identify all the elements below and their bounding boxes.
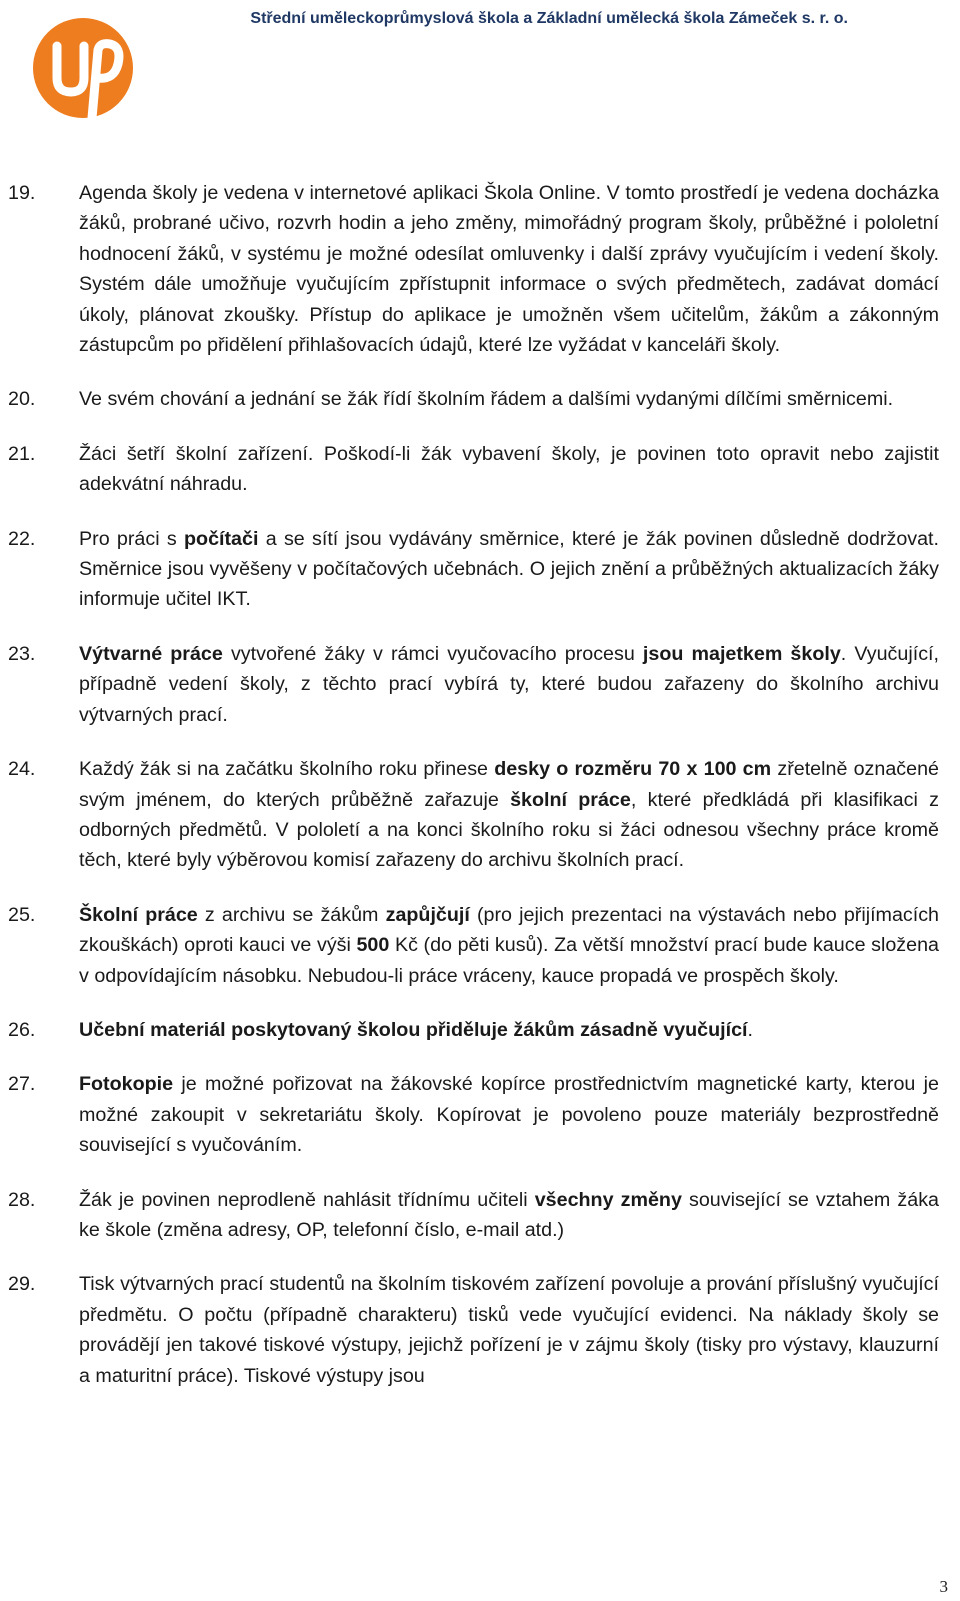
- text-run: Žáci šetří školní zařízení. Poškodí-li žák vybavení školy, je povinen toto opravit nebo zajistit adekvátní náhradu.: [79, 442, 939, 496]
- school-logo: [30, 6, 136, 130]
- bold-text: zapůjčují: [385, 903, 470, 926]
- rule-text: [79, 524, 939, 615]
- text-run: Tisk výtvarných prací studentů na školním tiskovém zařízení povoluje a prování příslušný vyučující předmětu. O počtu (případně charakteru) tisků vede vyučující evidenci. Na náklady školy se provádějí jen takové tiskové výstupy, jejichž pořízení je v zájmu školy (tisky pro výstavy, klauzurní a maturitní práce). Tiskové výstupy jsou: [79, 1273, 939, 1387]
- rule-item: [8, 754, 948, 876]
- rule-item: [8, 439, 948, 500]
- text-run: z archivu se žákům: [197, 903, 386, 926]
- rule-item: [8, 1185, 948, 1246]
- bold-text: všechny změny: [534, 1188, 682, 1211]
- rule-number: 22.: [8, 527, 36, 550]
- rule-item: [8, 178, 948, 360]
- rule-text: [79, 754, 939, 876]
- page-number: 3: [939, 1577, 948, 1596]
- text-run: Každý žák si na začátku školního roku přinese: [79, 758, 495, 781]
- text-run: Agenda školy je vedena v internetové aplikaci Škola Online. V tomto prostředí je vedena docházka žáků, probrané učivo, rozvrh hodin a jeho změny, mimořádný program školy, průběžné i pololetní hodnocení žáků, v systému je možné odesílat omluvenky i další zprávy vyučujícím i vedení školy. Systém dále umožňuje vyučujícím zpřístupnit informace o svých předmětech, zadávat domácí úkoly, plánovat zkoušky. Přístup do aplikace je umožněn všem učitelům, žákům a zákonným zástupcům po přidělení přihlašovacích údajů, které lze vyžádat v kanceláři školy.: [79, 182, 939, 357]
- rule-text: [79, 384, 939, 414]
- page-header: [0, 0, 960, 140]
- rule-number: 23.: [8, 642, 36, 665]
- bold-text: jsou majetkem školy: [642, 642, 841, 665]
- rule-text: [79, 439, 939, 500]
- rule-item: [8, 1015, 948, 1045]
- rule-text: [79, 1015, 939, 1045]
- text-run: zřetelně označené svým jménem, do kterých průběžně zařazuje: [79, 758, 939, 811]
- rule-number: 21.: [8, 442, 36, 465]
- rule-text: [79, 1069, 939, 1160]
- bold-text: Fotokopie: [79, 1073, 174, 1096]
- text-run: Pro práci s: [79, 527, 185, 550]
- rule-number: 29.: [8, 1273, 36, 1296]
- rule-text: [79, 900, 939, 991]
- rule-number: 25.: [8, 903, 36, 926]
- text-run: Žák je povinen neprodleně nahlásit třídnímu učiteli: [79, 1188, 535, 1211]
- rules-list: [8, 178, 948, 1415]
- bold-text: Učební materiál poskytovaný školou přiděluje žákům zásadně vyučující: [79, 1018, 748, 1041]
- rule-number: 20.: [8, 388, 36, 411]
- bold-text: Výtvarné práce: [79, 642, 223, 665]
- rule-number: 19.: [8, 182, 36, 204]
- bold-text: počítači: [184, 527, 259, 550]
- rule-number: 28.: [8, 1188, 36, 1211]
- rule-text: [79, 1269, 939, 1391]
- bold-text: Školní práce: [79, 903, 198, 926]
- text-run: je možné pořizovat na žákovské kopírce prostřednictvím magnetické karty, kterou je možné zakoupit v sekretariátu školy. Kopírovat je povoleno pouze materiály bezprostředně související s vyučováním.: [79, 1073, 939, 1157]
- bold-text: 500: [356, 934, 390, 957]
- rule-number: 27.: [8, 1073, 36, 1096]
- rule-item: [8, 1269, 948, 1391]
- bold-text: školní práce: [510, 788, 631, 811]
- text-run: vytvořené žáky v rámci vyučovacího procesu: [222, 642, 643, 665]
- rule-text: [79, 178, 939, 360]
- rule-item: [8, 524, 948, 615]
- rule-item: [8, 900, 948, 991]
- text-run: (pro jejich prezentaci na výstavách nebo přijímacích zkouškách) oproti kauci ve výši: [79, 903, 940, 957]
- text-run: .: [747, 1018, 753, 1041]
- bold-text: desky o rozměru 70 x 100 cm: [494, 758, 772, 781]
- text-run: . Vyučující, případně vedení školy, z těchto prací vybírá ty, které budou zařazeny do školního archivu výtvarných prací.: [79, 642, 939, 726]
- rule-text: [79, 1185, 939, 1246]
- rule-item: [8, 1069, 948, 1160]
- school-name: Střední uměleckoprůmyslová škola a Základní umělecká škola Zámeček s. r. o.: [250, 10, 848, 27]
- text-run: a se sítí jsou vydávány směrnice, které je žák povinen důsledně dodržovat. Směrnice jsou vyvěšeny v počítačových učebnách. O jejich znění a průběžných aktualizacích žáky informuje učitel IKT.: [79, 527, 940, 611]
- rule-item: [8, 639, 948, 730]
- text-run: Ve svém chování a jednání se žák řídí školním řádem a dalšími vydanými dílčími směrnicemi.: [79, 388, 894, 411]
- text-run: Kč (do pěti kusů). Za větší množství prací bude kauce složena v odpovídajícím násobku. Nebudou-li práce vráceny, kauce propadá ve prospěch školy.: [79, 934, 940, 987]
- rule-item: [8, 384, 948, 414]
- rule-text: [79, 639, 939, 730]
- text-run: , které předkládá při klasifikaci z odborných předmětů. V pololetí a na konci školního roku si žáci odnesou všechny práce kromě těch, které byly výběrovou komisí zařazeny do archivu školních prací.: [79, 788, 939, 872]
- rule-number: 24.: [8, 758, 36, 781]
- rule-number: 26.: [8, 1018, 36, 1041]
- text-run: související se vztahem žáka ke škole (změna adresy, OP, telefonní číslo, e-mail atd.): [79, 1188, 939, 1241]
